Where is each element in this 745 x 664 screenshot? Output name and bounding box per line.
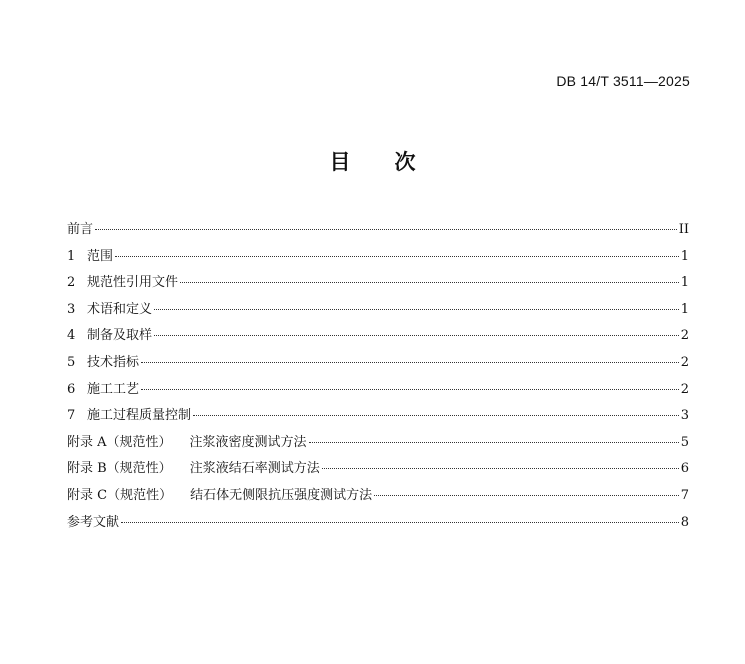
toc-entry-page: 2 [680,328,689,344]
toc-entry-number: 5 [67,354,76,370]
dot-leader [141,389,679,390]
toc-entry-label [67,483,372,510]
dot-leader [154,335,679,336]
toc-entry-label: 施工工艺 [87,381,140,397]
page-title-char-1: 目 [329,150,351,174]
annex-label: 附录 C（规范性） [67,487,173,503]
toc-entry-label: 术语和定义 [87,301,153,317]
toc-entry-foreword[interactable] [67,217,689,244]
toc-entry-label: 范围 [87,248,114,264]
page-title [0,146,745,176]
toc-entry-page: II [678,222,689,237]
annex-title: 注浆液密度测试方法 [189,434,307,450]
annex-title: 结石体无侧限抗压强度测试方法 [190,487,373,503]
toc-entry-page: 2 [680,354,689,370]
toc-entry-annex-c[interactable] [67,483,689,510]
toc-entry-number: 7 [67,408,76,424]
toc-entry-preparation[interactable] [67,323,689,350]
toc-entry-normative-references[interactable] [67,270,689,297]
table-of-contents [67,217,689,536]
toc-entry-number: 1 [67,248,76,264]
toc-entry-page: 5 [680,434,689,450]
dot-leader [322,468,679,469]
toc-entry-label: 规范性引用文件 [87,275,179,291]
toc-entry-number: 6 [67,381,76,397]
toc-entry-page: 6 [680,461,689,477]
toc-entry-label [67,456,320,483]
toc-entry-scope[interactable] [67,244,689,271]
toc-entry-annex-a[interactable] [67,430,689,457]
toc-entry-construction-process[interactable] [67,377,689,404]
toc-entry-page: 8 [680,514,689,530]
dot-leader [374,495,679,496]
page-title-char-2: 次 [394,150,416,174]
toc-entry-page: 1 [680,275,689,291]
dot-leader [141,362,679,363]
toc-entry-label: 前言 [67,222,94,237]
dot-leader [115,256,679,257]
toc-entry-quality-control[interactable] [67,403,689,430]
annex-title: 注浆液结石率测试方法 [189,461,320,477]
toc-entry-annex-b[interactable] [67,456,689,483]
toc-entry-page: 1 [680,301,689,317]
toc-entry-label: 技术指标 [87,354,140,370]
dot-leader [154,309,679,310]
toc-entry-number: 2 [67,275,76,291]
dot-leader [309,442,679,443]
toc-entry-page: 3 [680,408,689,424]
toc-entry-number: 3 [67,301,76,317]
annex-label: 附录 A（规范性） [67,434,172,450]
annex-label: 附录 B（规范性） [67,461,172,477]
dot-leader [95,229,677,230]
toc-entry-label: 制备及取样 [87,328,153,344]
toc-entry-technical-indicators[interactable] [67,350,689,377]
toc-entry-label [67,430,307,457]
toc-entry-label: 参考文献 [67,514,120,530]
toc-entry-page: 7 [680,487,689,503]
dot-leader [121,522,679,523]
toc-entry-number: 4 [67,328,76,344]
dot-leader [180,282,679,283]
document-id: DB 14/T 3511—2025 [556,73,690,89]
toc-entry-page: 1 [680,248,689,264]
toc-entry-label: 施工过程质量控制 [87,408,192,424]
toc-entry-page: 2 [680,381,689,397]
toc-entry-bibliography[interactable] [67,510,689,537]
toc-entry-terms[interactable] [67,297,689,324]
dot-leader [193,415,679,416]
